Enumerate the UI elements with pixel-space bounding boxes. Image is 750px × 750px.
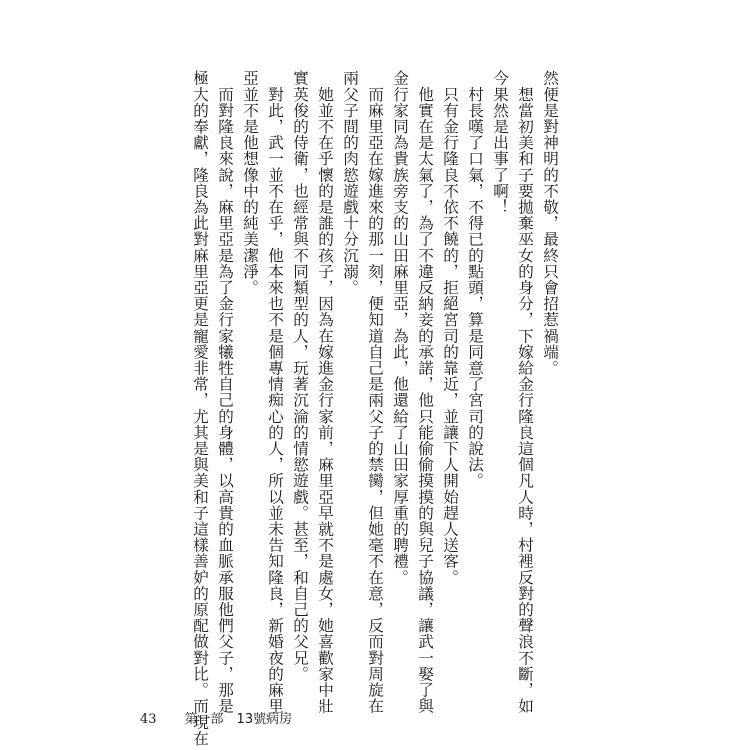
page-number: 43 — [140, 712, 157, 727]
text-column: 亞並不是他想像中的純美潔淨。 — [241, 70, 259, 296]
text-column: 而麻里亞在嫁進來的那一刻，便知道自己是兩父子的禁臠，但她毫不在意，反而對周旋在 — [366, 70, 384, 714]
running-head: 第一部 13號病房 — [184, 712, 293, 727]
text-column: 實英俊的侍衛，也經常與不同類型的人，玩著沉淪的情慾遊戲。甚至，和自己的父兄。 — [291, 70, 309, 682]
text-column: 然便是對神明的不敬，最終只會招惹禍端。 — [541, 70, 559, 376]
text-column: 對此，武一並不在乎，他本來也不是個專情痴心的人，所以並未告知隆良，新婚夜的麻里 — [266, 70, 284, 714]
text-column: 今果然是出事了啊！ — [491, 70, 509, 215]
text-column: 村長嘆了口氣，不得已的點頭，算是同意了宮司的說法。 — [466, 70, 484, 489]
text-column: 而對隆良來說，麻里亞是為了金行家犧牲自己的身體，以高貴的血脈承服他們父子，那是 — [216, 70, 234, 714]
text-column: 她並不在乎懷的是誰的孩子，因為在嫁進金行家前，麻里亞早就不是處女，她喜歡家中壯 — [316, 70, 334, 714]
text-column: 極大的奉獻，隆良為此對麻里亞更是寵愛非常，尤其是與美和子這樣善妒的原配做對比。而現在 — [191, 70, 209, 747]
text-column: 金行家同為貴族旁支的山田麻里亞，為此，他還給了山田家厚重的聘禮。 — [391, 70, 409, 586]
page-footer — [140, 708, 292, 727]
text-column: 只有金行隆良不依不饒的，拒絕宮司的靠近，並讓下人開始趕人送客。 — [441, 70, 459, 586]
text-column: 他實在是太氣了，為了不違反納妾的承諾，他只能偷偷摸摸的與兒子協議，讓武一娶了與 — [416, 70, 434, 714]
text-column: 兩父子間的肉慾遊戲十分沉溺。 — [341, 70, 359, 296]
text-column: 想當初美和子要拋棄巫女的身分，下嫁給金行隆良這個凡人時，村裡反對的聲浪不斷，如 — [516, 70, 534, 714]
